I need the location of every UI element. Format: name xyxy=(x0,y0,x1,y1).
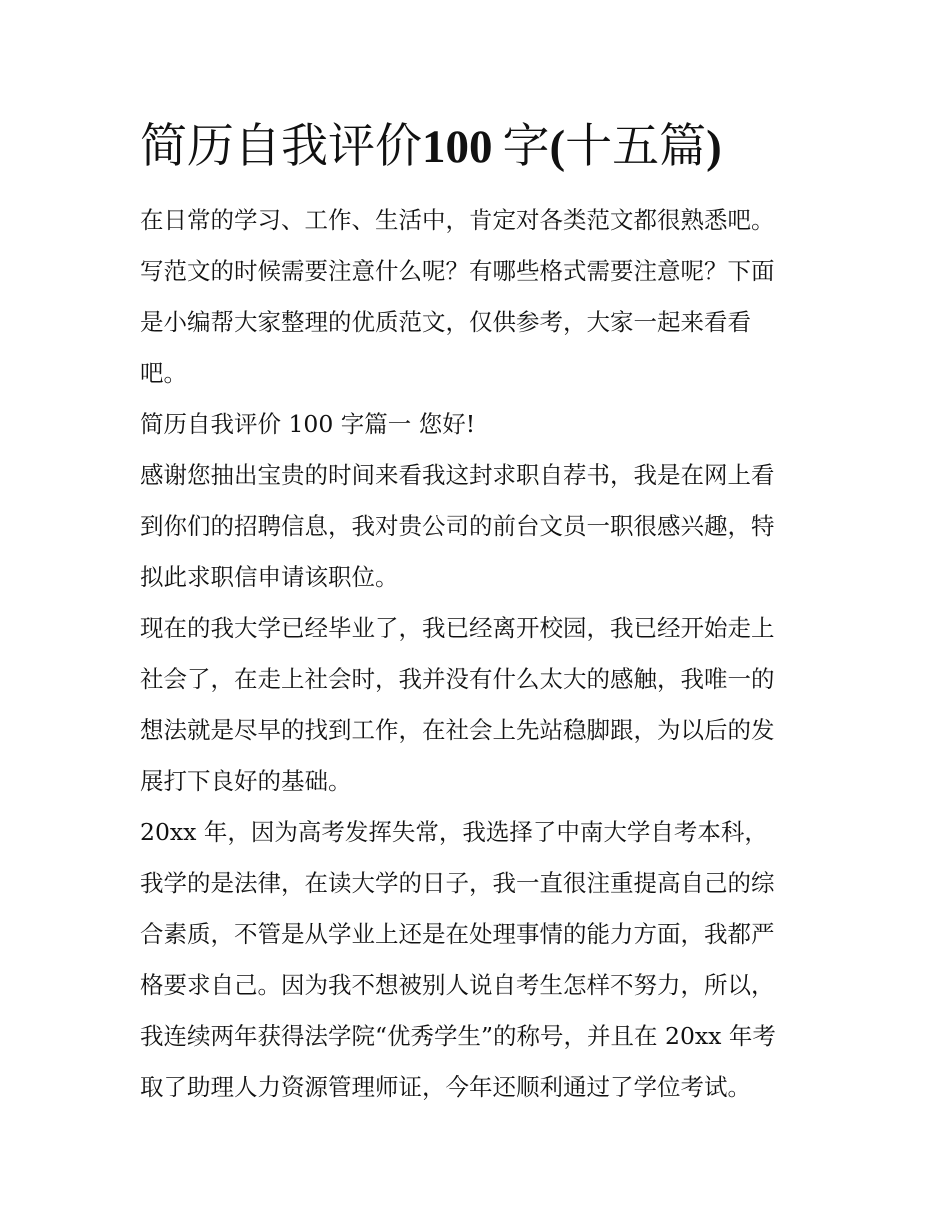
title-text-2: 字 xyxy=(502,119,550,174)
body-line-9: 现在的我大学已经毕业了，我已经离开校园，我已经开始走上 xyxy=(140,614,775,642)
body-line-1: 在日常的学习、工作、生活中，肯定对各类范文都很熟悉吧。 xyxy=(140,206,775,234)
body-line-11: 想法就是尽早的找到工作，在社会上先站稳脚跟，为以后的发 xyxy=(140,716,775,744)
body-line-8: 拟此求职信申请该职位。 xyxy=(140,563,399,591)
title-text-1: 简历自我评价 xyxy=(140,119,422,174)
body-line-18: 取了助理人力资源管理师证，今年还顺利通过了学位考试。 xyxy=(140,1073,751,1101)
title-paren-open: ( xyxy=(549,121,566,173)
title-text-3: 十五篇 xyxy=(565,119,707,174)
body-line-14: 我学的是法律，在读大学的日子，我一直很注重提高自己的综 xyxy=(140,869,775,897)
section-heading: 简历自我评价 100 字篇一 您好! xyxy=(140,410,476,438)
body-line-13: 20xx 年，因为高考发挥失常，我选择了中南大学自考本科， xyxy=(140,818,768,846)
title-paren-close: ) xyxy=(706,121,722,173)
body-line-12: 展打下良好的基础。 xyxy=(140,767,352,795)
body-line-10: 社会了，在走上社会时，我并没有什么太大的感触，我唯一的 xyxy=(140,665,775,693)
title-number: 100 xyxy=(422,121,493,173)
body-line-17: 我连续两年获得法学院“优秀学生”的称号，并且在 20xx 年考 xyxy=(140,1022,776,1050)
body-line-3: 是小编帮大家整理的优质范文，仅供参考，大家一起来看看 xyxy=(140,308,751,336)
page-title xyxy=(140,112,840,182)
body-line-15: 合素质，不管是从学业上还是在处理事情的能力方面，我都严 xyxy=(140,920,775,948)
body-line-6: 感谢您抽出宝贵的时间来看我这封求职自荐书，我是在网上看 xyxy=(140,461,775,489)
body-line-2: 写范文的时候需要注意什么呢？有哪些格式需要注意呢？下面 xyxy=(140,257,775,285)
body-line-16: 格要求自己。因为我不想被别人说自考生怎样不努力，所以， xyxy=(140,971,775,999)
body-line-4: 吧。 xyxy=(140,359,187,387)
body-line-7: 到你们的招聘信息，我对贵公司的前台文员一职很感兴趣，特 xyxy=(140,512,775,540)
